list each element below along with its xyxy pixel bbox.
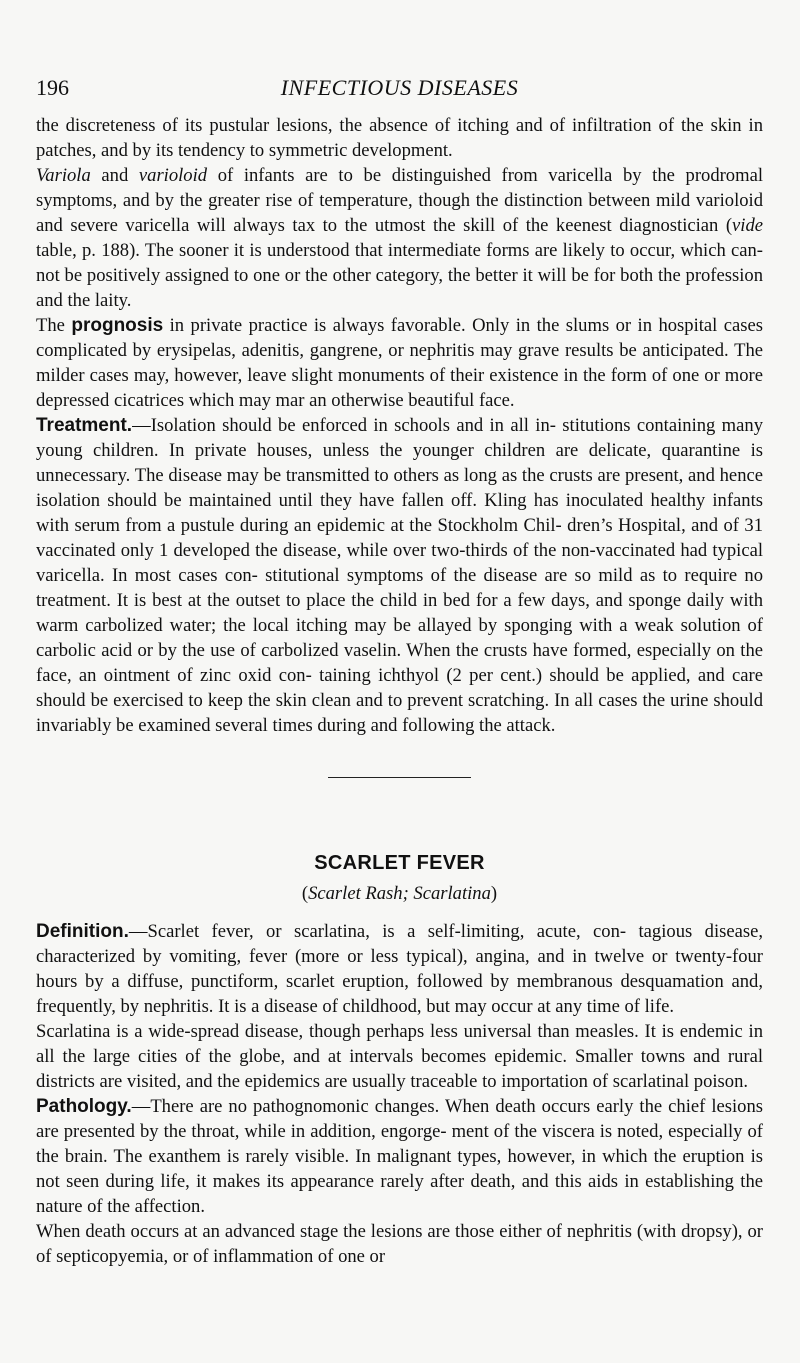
paragraph-definition: Definition.—Scarlet fever, or scarlatina, is a self-limiting, acute, con- tagious disease, characterized by vomiting, fever (more or less typical), angina, and in twelve or twenty-four hours by a diffuse, punctiform, scarlet eruption, followed by membranous desquamation and, frequently, by nephritis. It is a disease of childhood, but may occur at any time of life. <box>36 921 763 1017</box>
body-text <box>36 113 763 1269</box>
term-vide: vide <box>732 215 763 236</box>
section-title: SCARLET FEVER <box>314 852 485 874</box>
paragraph-treatment: Treatment.—Isolation should be enforced in schools and in all in- stitutions containing many young children. In private houses, unless the younger children are delicate, quarantine is unnecessary. The disease may be transmitted to others as long as the crusts are present, and hence isolation should be maintained until they have fallen off. Kling has inoculated healthy infants with serum from a pustule during an epidemic at the Stockholm Chil- dren’s Hospital, and of 31 vaccinated only 1 developed the disease, while over two-thirds of the non-vaccinated had typical varicella. In most cases con- stitutional symptoms of the disease are so mild as to require no treatment. It is best at the outset to place the child in bed for a few days, and sponge daily with warm carbolized water; the local itching may be allayed by sponging with a weak solution of carbolic acid or by the use of carbolized vaselin. When the crusts have formed, especially on the face, an ointment of zinc oxid con- taining ichthyol (2 per cent.) should be applied, and care should be exercised to keep the skin clean and to prevent scratching. In all cases the urine should invariably be examined several times during and following the attack. <box>36 415 763 736</box>
term-varioloid: varioloid <box>138 165 208 186</box>
paragraph-late-lesions: When death occurs at an advanced stage the lesions are those either of nephritis (with dropsy), or of septicopyemia, or of inflammation of one or <box>36 1221 763 1267</box>
run-in-heading-treatment: Treatment. <box>36 415 133 436</box>
section-divider <box>328 777 471 778</box>
paragraph-lesions: the discreteness of its pustular lesions, the absence of itching and of infiltration of the skin in patches, and by its tendency to symmetric development. <box>36 115 763 161</box>
paragraph-pathology: Pathology.—There are no pathognomonic changes. When death occurs early the chief lesions are presented by the throat, while in addition, engorge- ment of the viscera is noted, especially of the brain. The exanthem is rarely visible. In malignant types, however, in which the eruption is not seen during life, it makes its appearance rarely after death, and this aids in establishing the nature of the affection. <box>36 1096 763 1217</box>
page-number: 196 <box>36 75 69 100</box>
paragraph-epidemiology: Scarlatina is a wide-spread disease, though perhaps less universal than measles. It is endemic in all the large cities of the globe, and at intervals becomes epidemic. Smaller towns and rural districts are visited, and the epidemics are usually traceable to importation of scarlatinal poison. <box>36 1021 763 1092</box>
section-subtitle: (Scarlet Rash; Scarlatina) <box>301 883 498 904</box>
paragraph-variola: Variola and varioloid of infants are to be distinguished from varicella by the prodromal symptoms, and by the greater rise of temperature, though the distinction between mild varioloid and severe varicella will always tax to the utmost the skill of the keenest diagnostician (vide table, p. 188). The sooner it is understood that intermediate forms are likely to occur, which can- not be positively assigned to one or the other category, the better it will be for both the profession and the laity. <box>36 165 763 311</box>
run-in-heading-definition: Definition. <box>36 921 129 942</box>
run-in-heading-pathology: Pathology. <box>36 1096 132 1117</box>
run-in-heading-prognosis: prognosis <box>71 315 164 336</box>
term-variola: Variola <box>36 165 91 186</box>
paragraph-prognosis: The prognosis in private practice is always favorable. Only in the slums or in hospital cases complicated by erysipelas, adenitis, gangrene, or nephritis may grave results be anticipated. The milder cases may, however, leave slight monuments of their existence in the form of one or more depressed cicatrices which may mar an otherwise beautiful face. <box>36 315 764 411</box>
running-head <box>36 75 763 105</box>
running-title: INFECTIOUS DISEASES <box>280 75 519 100</box>
